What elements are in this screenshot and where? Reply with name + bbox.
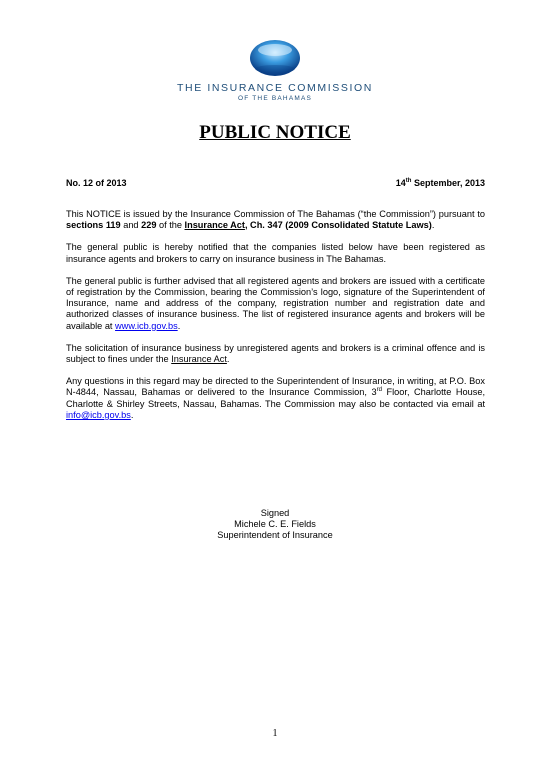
signatory-title: Superintendent of Insurance [217,530,333,540]
signed-label: Signed [260,508,290,518]
commission-globe-icon [247,38,303,78]
notice-body [66,209,485,432]
signatory-name: Michele C. E. Fields [234,519,316,529]
insurance-act-reference: Insurance Act [171,354,227,365]
signature-block [0,508,550,541]
paragraph-certificate: The general public is further advised that all registered agents and brokers are issued with a certificate of registration by the Commission, bearing the Commission’s logo, signature of the Superintendent of Insurance, name and address of the company, registration number and registration date and authorized classes of insurance business. The list of registered insurance agents and brokers will be available at www.icb.gov.bs. [66,275,485,331]
notice-number: No. 12 of 2013 [66,178,127,188]
insurance-act-reference: Insurance Act [184,220,245,231]
notice-date: 14th September, 2013 [395,178,485,188]
paragraph-solicitation: The solicitation of insurance business by unregistered agents and brokers is a criminal offence and is subject to fines under the Insurance Act. [66,342,485,365]
paragraph-contact: Any questions in this regard may be directed to the Superintendent of Insurance, in writing, at P.O. Box N-4844, Nassau, Bahamas or delivered to the Insurance Commission, 3rd Floor, Charlotte House, Charlotte & Shirley Streets, Nassau, Bahamas. The Commission may also be contacted via email at info@icb.gov.bs. [66,376,485,420]
page-title: PUBLIC NOTICE [199,122,351,143]
organization-subname: OF THE BAHAMAS [237,95,313,102]
header-logo [0,38,550,102]
paragraph-issuance: This NOTICE is issued by the Insurance Commission of The Bahamas (“the Commission”) pursuant to sections 119 and 229 of the Insurance Act, Ch. 347 (2009 Consolidated Statute Laws). [66,209,485,231]
organization-name: THE INSURANCE COMMISSION [177,82,373,94]
email-link[interactable]: info@icb.gov.bs [66,409,131,420]
notice-meta [66,178,485,188]
website-link[interactable]: www.icb.gov.bs [115,320,178,331]
page-number: 1 [272,728,278,739]
paragraph-notification: The general public is hereby notified that the companies listed below have been registered as insurance agents and brokers to carry on insurance business in The Bahamas. [66,242,485,264]
